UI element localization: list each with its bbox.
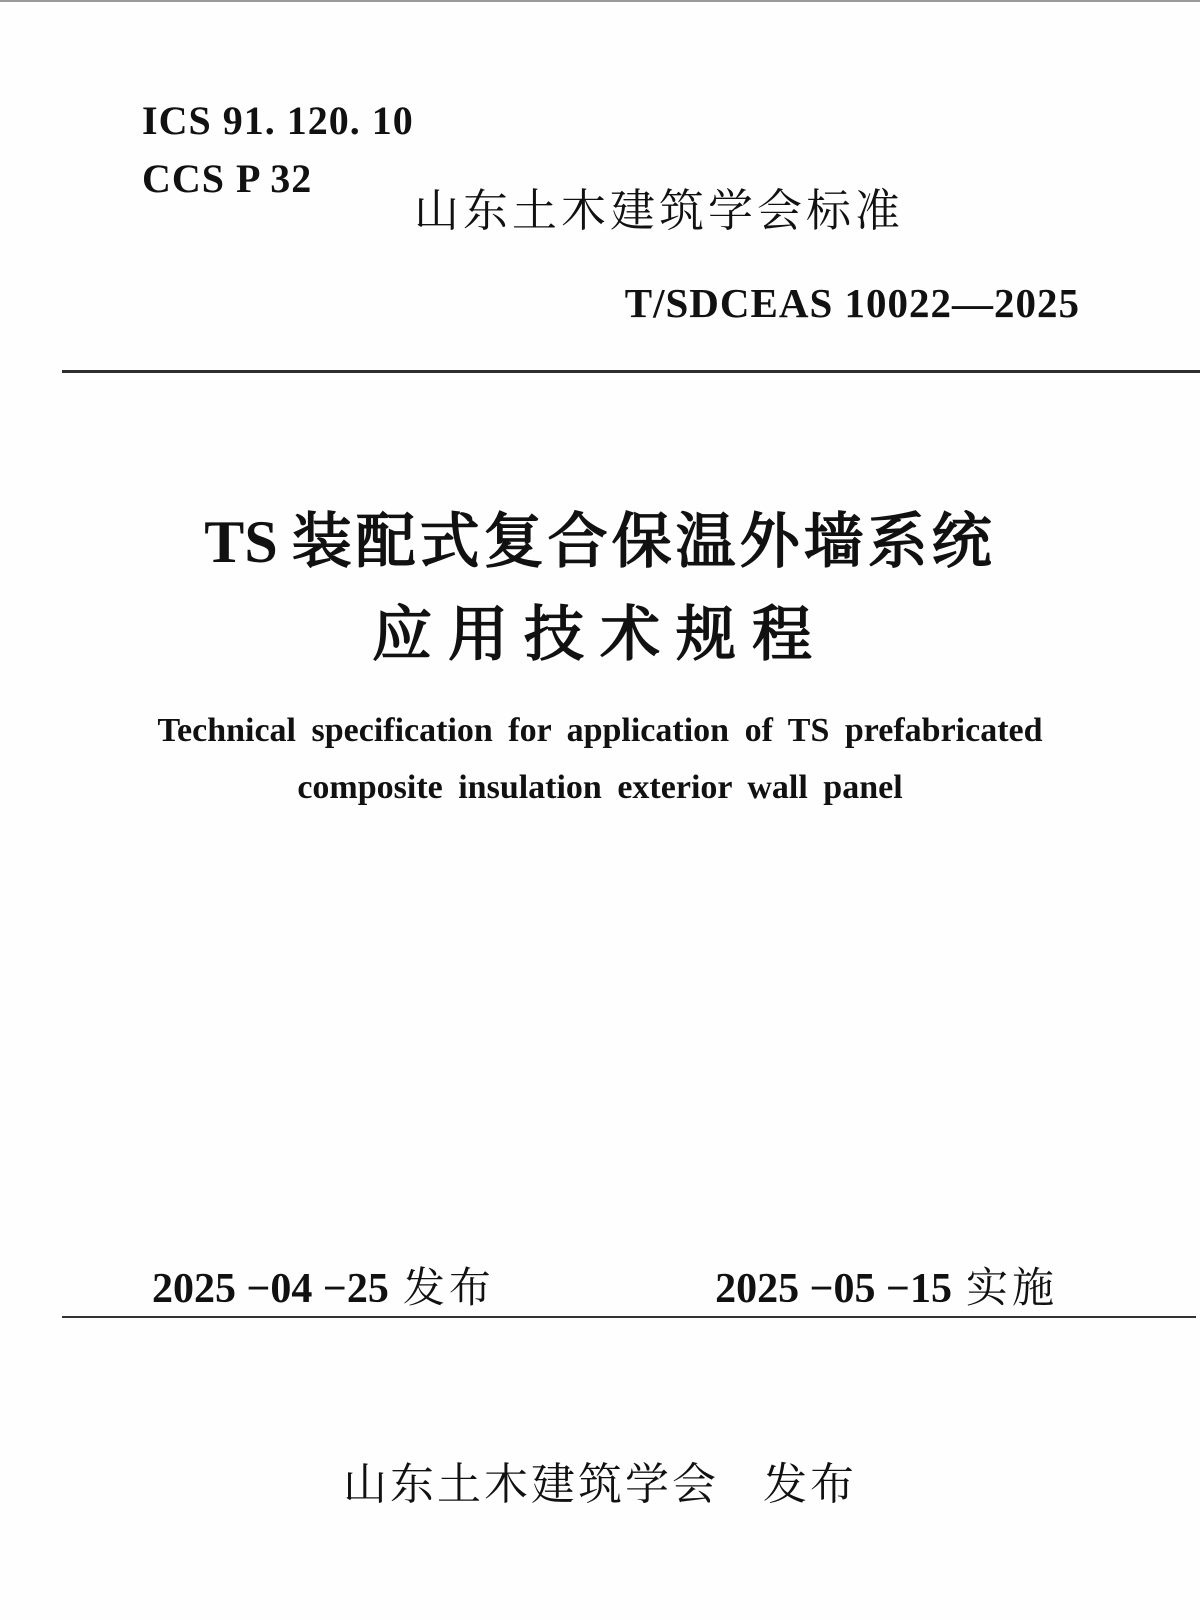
footer-rule: [62, 1316, 1196, 1318]
publisher-name: 山东土木建筑学会: [343, 1460, 719, 1509]
ccs-code: CCS P 32: [142, 156, 313, 201]
classification-codes: [142, 92, 414, 208]
ics-code: ICS 91. 120. 10: [142, 98, 414, 143]
society-standard-header: 山东土木建筑学会标准: [414, 185, 905, 236]
dates-row: [0, 1255, 1200, 1312]
english-subtitle: [0, 702, 1200, 816]
title-line1-cn: 装配式复合保温外墙系统: [291, 508, 996, 575]
publisher-publish-label: 发布: [763, 1460, 857, 1509]
header-rule: [62, 370, 1200, 373]
publisher-row: [0, 1448, 1200, 1512]
title-latin-prefix: TS: [204, 509, 278, 575]
english-subtitle-line1: Technical specification for application of TS prefabricated: [157, 712, 1043, 749]
release-date: 2025 −04 −25: [152, 1266, 389, 1312]
release-label: 发布: [402, 1266, 495, 1312]
document-title-line1: [0, 494, 1200, 580]
release-date-block: [152, 1255, 495, 1315]
english-subtitle-line2: composite insulation exterior wall panel: [297, 769, 903, 806]
implementation-date: 2025 −05 −15: [715, 1266, 952, 1312]
standard-number: T/SDCEAS 10022—2025: [624, 280, 1080, 326]
implementation-date-block: [715, 1255, 1058, 1315]
scan-edge-line: [0, 0, 1200, 2]
document-title-line2: 应用技术规程: [372, 601, 828, 668]
implementation-label: 实施: [965, 1266, 1058, 1312]
